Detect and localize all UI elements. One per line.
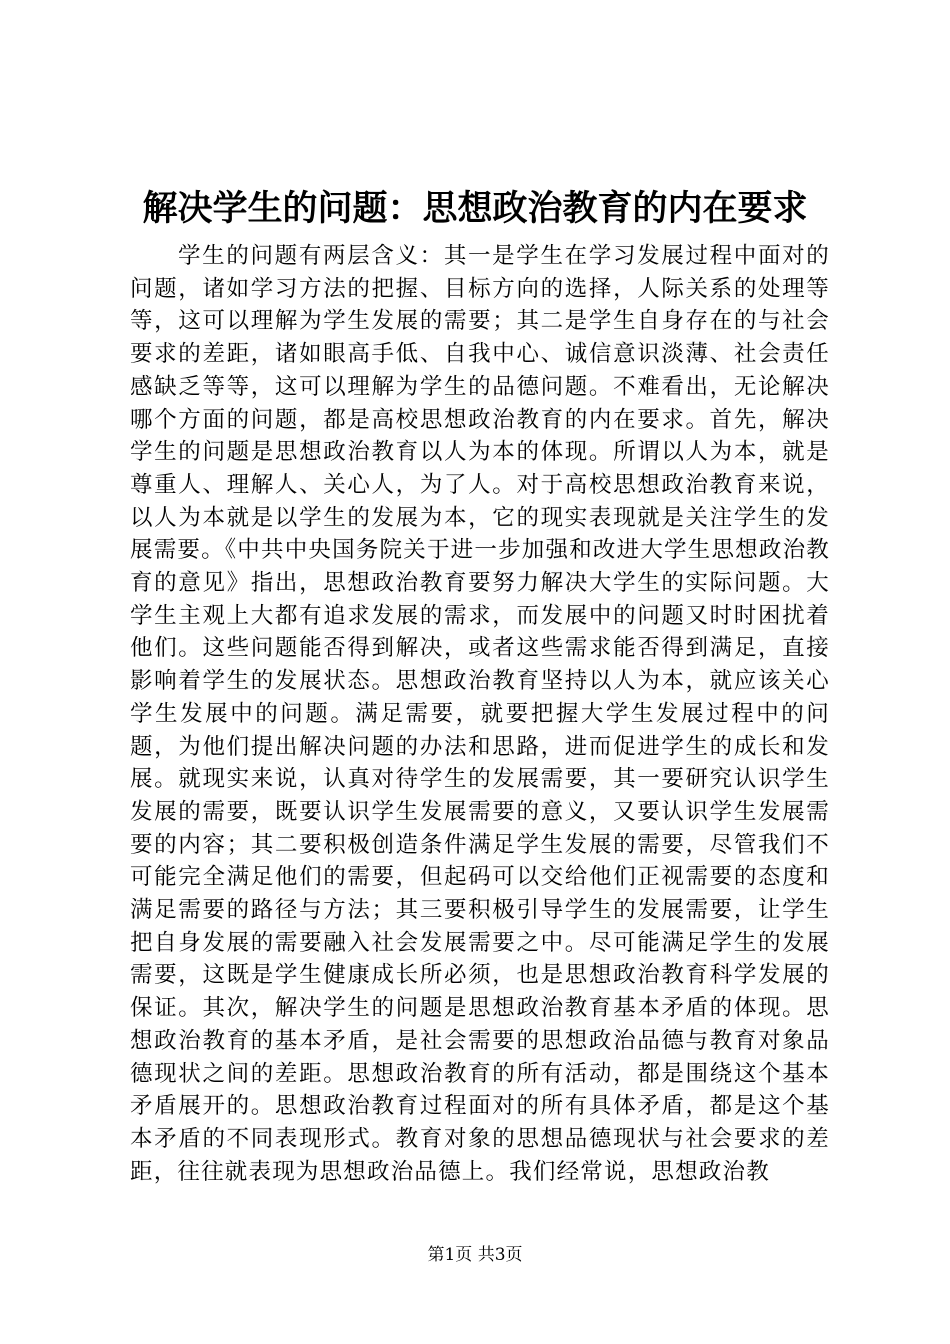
body-paragraph: 学生的问题有两层含义：其一是学生在学习发展过程中面对的问题，诸如学习方法的把握、目标方向的选择，人际关系的处理等等，这可以理解为学生发展的需要；其二是学生自身存在的与社会要求的差距，诸如眼高手低、自我中心、诚信意识淡薄、社会责任感缺乏等等，这可以理解为学生的品德问题。不难看出，无论解决哪个方面的问题，都是高校思想政治教育的内在要求。首先，解决学生的问题是思想政治教育以人为本的体现。所谓以人为本，就是尊重人、理解人、关心人，为了人。对于高校思想政治教育来说，以人为本就是以学生的发展为本，它的现实表现就是关注学生的发展需要。《中共中央国务院关于进一步加强和改进大学生思想政治教育的意见》指出，思想政治教育要努力解决大学生的实际问题。大学生主观上大都有追求发展的需求，而发展中的问题又时时困扰着他们。这些问题能否得到解决，或者这些需求能否得到满足，直接影响着学生的发展状态。思想政治教育坚持以人为本，就应该关心学生发展中的问题。满足需要，就要把握大学生发展过程中的问题，为他们提出解决问题的办法和思路，进而促进学生的成长和发展。就现实来说，认真对待学生的发展需要，其一要研究认识学生发展的需要，既要认识学生发展需要的意义，又要认识学生发展需要的内容；其二要积极创造条件满足学生发展的需要，尽管我们不可能完全满足他们的需要，但起码可以交给他们正视需要的态度和满足需要的路径与方法；其三要积极引导学生的发展需要，让学生把自身发展的需要融入社会发展需要之中。尽可能满足学生的发展需要，这既是学生健康成长所必须，也是思想政治教育科学发展的保证。其次，解决学生的问题是思想政治教育基本矛盾的体现。思想政治教育的基本矛盾，是社会需要的思想政治品德与教育对象品德现状之间的差距。思想政治教育的所有活动，都是围绕这个基本矛盾展开的。思想政治教育过程面对的所有具体矛盾，都是这个基本矛盾的不同表现形式。教育对象的思想品德现状与社会要求的差距，往往就表现为思想政治品德上。我们经常说，思想政治教 xyxy=(130,243,830,1185)
page-indicator: 第1页 共3页 xyxy=(427,1245,523,1265)
document-title: 解决学生的问题：思想政治教育的内在要求 xyxy=(142,188,808,229)
